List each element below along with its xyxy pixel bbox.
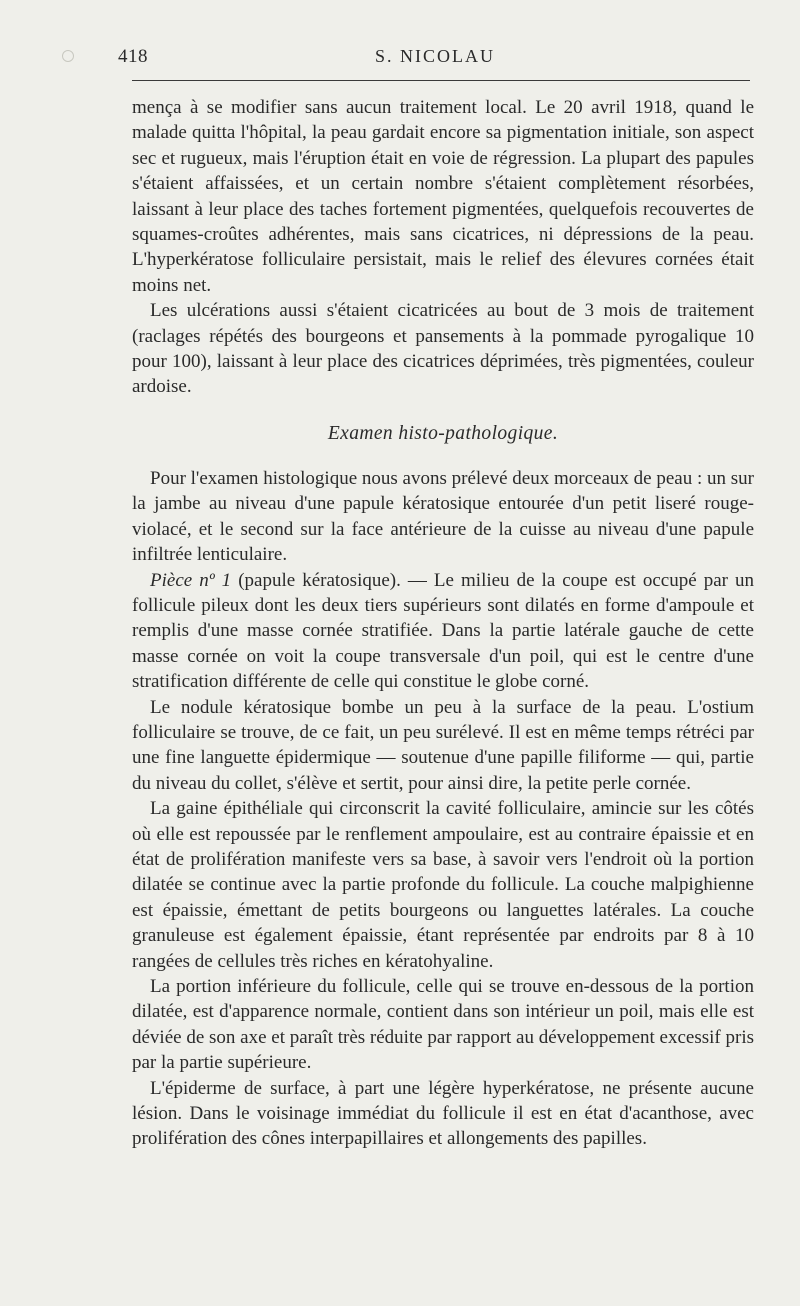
margin-mark <box>62 50 74 62</box>
section-title: Examen histo-pathologique. <box>327 422 559 444</box>
page-number: 418 <box>118 46 148 67</box>
paragraph: Pour l'examen histologique nous avons prélevé deux morceaux de peau : un sur la jambe au niveau d'une papule kératosique entourée d'un petit liseré rouge-violacé, et le second sur la face antérieure de la cuisse au niveau d'une papule infiltrée lenticulaire. <box>132 467 754 566</box>
paragraph: Le nodule kératosique bombe un peu à la surface de la peau. L'ostium folliculaire se trouve, de ce fait, un peu surélevé. Il est en même temps rétréci par une fine languette épidermique — soutenue d'une papille filiforme — qui, partie du niveau du collet, s'élève et sertit, pour ainsi dire, la petite perle cornée. <box>132 696 754 794</box>
page-header <box>118 46 752 76</box>
paragraph: La portion inférieure du follicule, celle qui se trouve en-dessous de la portion dilatée, est d'apparence normale, contient dans son intérieur un poil, mais elle est déviée de son axe et paraît très réduite par rapport au développement excessif pris par la partie supérieure. <box>132 976 754 1074</box>
paragraph: mença à se modifier sans aucun traitement local. Le 20 avril 1918, quand le malade quitta l'hôpital, la peau gardait encore sa pigmentation initiale, son aspect sec et rugueux, mais l'éruption était en voie de régression. La plupart des papules s'étaient affaissées, et un certain nombre s'étaient complètement résorbées, laissant à leur place des taches fortement pigmentées, quelquefois recouvertes de squames-croûtes adhérentes, mais sans cicatrices, ni dépressions de la peau. L'hyperkératose folliculaire persistait, mais le relief des élevures cornées était moins net. <box>132 97 754 296</box>
page-body <box>132 95 754 1152</box>
header-rule <box>132 80 750 81</box>
piece-text: (papule kératosique). — Le milieu de la coupe est occupé par un follicule pileux dont les deux tiers supérieurs sont dilatés en forme d'ampoule et remplis d'une masse cornée stratifiée. Dans la partie latérale gauche de cette masse cornée on voit la coupe transversale d'un poil, qui est le centre d'une stratification différente de celle qui constitue le globe corné. <box>132 569 754 693</box>
paragraph: L'épiderme de surface, à part une légère hyperkératose, ne présente aucune lésion. Dans le voisinage immédiat du follicule il est en état d'acanthose, avec prolifération des cônes interpapillaires et allongements des papilles. <box>132 1077 754 1150</box>
paragraph: Les ulcérations aussi s'étaient cicatricées au bout de 3 mois de traitement (raclages répétés des bourgeons et pansements à la pommade pyrogalique 10 pour 100), laissant à leur place des cicatrices déprimées, très pigmentées, couleur ardoise. <box>132 300 754 398</box>
piece-paragraph <box>132 568 754 695</box>
running-head: S. NICOLAU <box>374 46 495 66</box>
paragraph: La gaine épithéliale qui circonscrit la cavité folliculaire, amincie sur les côtés où elle est repoussée par le renflement ampoulaire, est au contraire épaissie et en état de prolifération manifeste vers sa base, à savoir vers l'endroit où la portion dilatée se continue avec la partie profonde du follicule. La couche malpighienne est épaissie, émettant de petits bourgeons ou languettes latérales. La couche granuleuse est également épaissie, étant représentée par endroits par 8 à 10 rangées de cellules très riches en kératohyaline. <box>132 798 754 972</box>
piece-label: Pièce nº 1 <box>150 569 232 591</box>
